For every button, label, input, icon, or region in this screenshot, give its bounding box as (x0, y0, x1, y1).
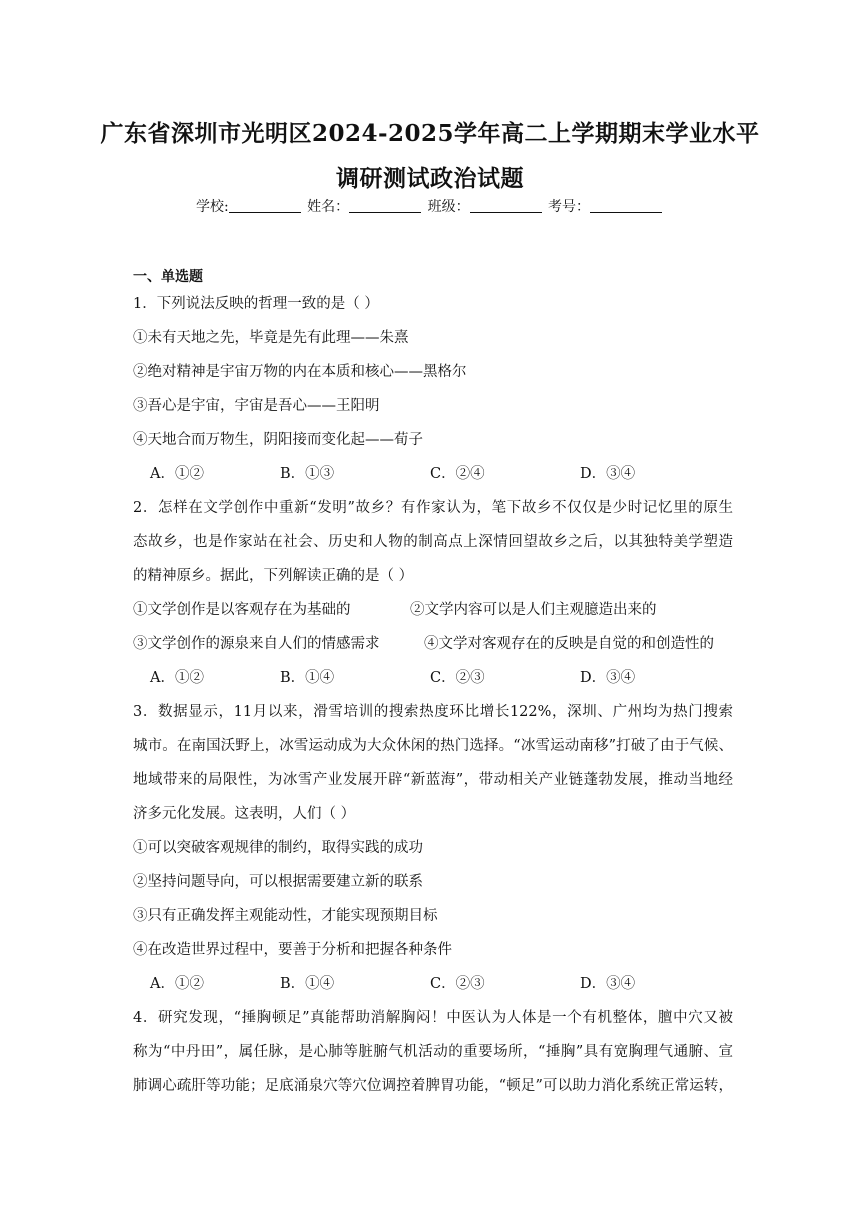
q1-item-2: ②绝对精神是宇宙万物的内在本质和核心——黑格尔 (133, 364, 467, 380)
q3-option-c[interactable]: C．②③ (430, 976, 485, 992)
q4-stem-line3: 肺调心疏肝等功能；足底涌泉穴等穴位调控着脾胃功能，“顿足”可以助力消化系统正常运转， (133, 1078, 733, 1094)
q2-item-4: ④文学对客观存在的反映是自觉的和创造性的 (424, 636, 714, 652)
q1-option-c[interactable]: C．②④ (430, 466, 485, 482)
class-label: 班级： (427, 199, 470, 215)
q3-stem-line2: 城市。在南国沃野上，冰雪运动成为大众休闲的热门选择。“冰雪运动南移”打破了由于气候、 (133, 738, 733, 754)
q1-item-1: ①未有天地之先，毕竟是先有此理——朱熹 (133, 330, 409, 346)
q2-item-1: ①文学创作是以客观存在为基础的 (133, 602, 351, 618)
school-blank[interactable] (229, 198, 301, 213)
q1-item-3: ③吾心是宇宙，宇宙是吾心——王阳明 (133, 398, 380, 414)
school-label: 学校: (195, 199, 229, 215)
section-title: 一、单选题 (133, 269, 203, 285)
q2-item-2: ②文学内容可以是人们主观臆造出来的 (410, 602, 657, 618)
exam-number-label: 考号： (548, 199, 591, 215)
q1-stem: 1．下列说法反映的哲理一致的是（ ） (133, 296, 379, 312)
exam-title-line1: 广东省深圳市光明区2024-2025学年高二上学期期末学业水平 (100, 120, 760, 147)
q3-stem-line1: 3．数据显示，11月以来，滑雪培训的搜索热度环比增长122%，深圳、广州均为热门搜索 (133, 704, 733, 720)
q3-option-a[interactable]: A．①② (150, 976, 204, 992)
q1-item-4: ④天地合而万物生，阴阳接而变化起——荀子 (133, 432, 423, 448)
q3-option-d[interactable]: D．③④ (580, 976, 636, 992)
q2-option-a[interactable]: A．①② (150, 670, 204, 686)
q2-stem-line1: 2．怎样在文学创作中重新“发明”故乡？有作家认为，笔下故乡不仅仅是少时记忆里的原生 (133, 500, 733, 516)
q2-stem-line2: 态故乡，也是作家站在社会、历史和人物的制高点上深情回望故乡之后，以其独特美学塑造 (133, 534, 733, 550)
q1-option-d[interactable]: D．③④ (580, 466, 636, 482)
q3-stem-line4: 济多元化发展。这表明，人们（ ） (133, 806, 356, 822)
name-label: 姓名： (307, 199, 350, 215)
exam-number-blank[interactable] (590, 198, 662, 213)
q2-option-c[interactable]: C．②③ (430, 670, 485, 686)
q4-stem-line1: 4．研究发现，“捶胸顿足”真能帮助消解胸闷！中医认为人体是一个有机整体，膻中穴又被 (133, 1010, 733, 1026)
student-info-row (0, 196, 860, 216)
q3-option-b[interactable]: B．①④ (280, 976, 335, 992)
q3-item-1: ①可以突破客观规律的制约，取得实践的成功 (133, 840, 423, 856)
q2-option-b[interactable]: B．①④ (280, 670, 335, 686)
name-blank[interactable] (349, 198, 421, 213)
q3-item-3: ③只有正确发挥主观能动性，才能实现预期目标 (133, 908, 438, 924)
q2-option-d[interactable]: D．③④ (580, 670, 636, 686)
q2-stem-line3: 的精神原乡。据此，下列解读正确的是（ ） (133, 568, 414, 584)
exam-title-line2: 调研测试政治试题 (336, 165, 524, 192)
class-blank[interactable] (470, 198, 542, 213)
q3-item-4: ④在改造世界过程中，要善于分析和把握各种条件 (133, 942, 452, 958)
q1-option-a[interactable]: A．①② (150, 466, 204, 482)
q3-item-2: ②坚持问题导向，可以根据需要建立新的联系 (133, 874, 423, 890)
q4-stem-line2: 称为“中丹田”，属任脉，是心肺等脏腑气机活动的重要场所，“捶胸”具有宽胸理气通腑、宣 (133, 1044, 733, 1060)
q3-stem-line3: 地域带来的局限性，为冰雪产业发展开辟“新蓝海”，带动相关产业链蓬勃发展，推动当地经 (133, 772, 733, 788)
q2-item-3: ③文学创作的源泉来自人们的情感需求 (133, 636, 380, 652)
q1-option-b[interactable]: B．①③ (280, 466, 335, 482)
